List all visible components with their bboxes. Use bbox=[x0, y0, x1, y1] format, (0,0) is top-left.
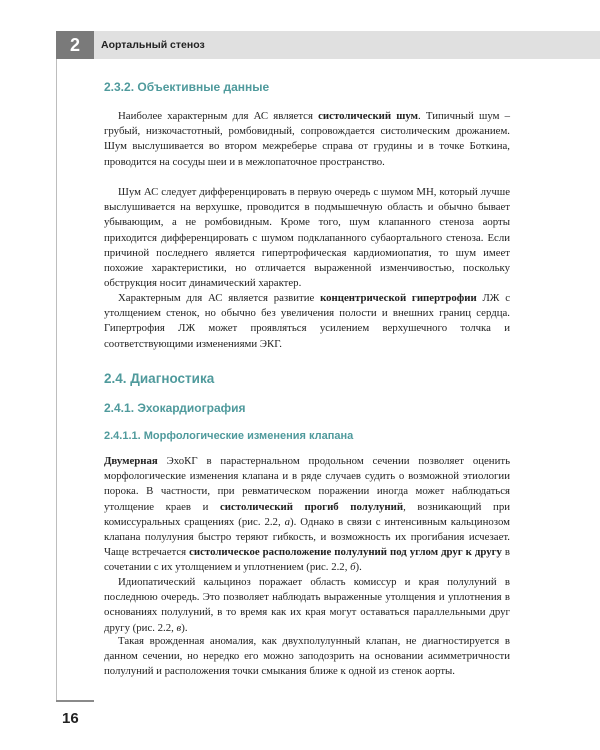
chapter-number: 2 bbox=[56, 31, 94, 59]
footer-rule bbox=[56, 700, 94, 702]
paragraph-2: Шум АС следует дифференцировать в первую очередь с шумом МН, который лучше выслушивается на верхушке, проводится в подмышечную область и обычно бывает убывающим, а не ромбовидным. Кроме того, шум клапанного стеноза аорты приходится дифференцировать с шумом подклапанного субаортального стеноза. Если причиной последнего является гипертрофическая кардиомиопатия, то шум имеет похожие характеристики, но отличается выраженной изменчивостью, поскольку обструкция носит динамический характер. bbox=[104, 186, 510, 290]
paragraph-5: Идиопатический кальциноз поражает область комиссур и края полулуний в последнюю очередь. Это позволяет наблюдать выраженные утолщения и уплотнения в основаниях полулуний, в то время как их края могут оставаться параллельными друг другу (рис. 2.2, в). bbox=[104, 576, 510, 634]
section-heading-2-4-1: 2.4.1. Эхокардиография bbox=[104, 401, 246, 415]
page-number: 16 bbox=[62, 710, 79, 727]
section-heading-2-4: 2.4. Диагностика bbox=[104, 371, 215, 386]
section-heading-2-4-1-1: 2.4.1.1. Морфологические изменения клапана bbox=[104, 430, 354, 442]
paragraph-6: Такая врожденная аномалия, как двухполулунный клапан, не диагностируется в данном сечении, но нередко его можно заподозрить на основании асимметричности полулуний и расположения точки смыкания ближе к одной из стенок аорты. bbox=[104, 635, 510, 678]
paragraph-1: Наиболее характерным для АС является систолический шум. Типичный шум – грубый, низкочастотный, ромбовидный, сопровождается систолическим дрожанием. Шум выслушивается во втором межреберье справа от грудины и в точке Боткина, проводится на сосуды шеи и в межлопаточное пространство. bbox=[104, 110, 510, 168]
section-heading-2-3-2: 2.3.2. Объективные данные bbox=[104, 80, 270, 94]
margin-line bbox=[56, 59, 57, 700]
chapter-title: Аортальный стеноз bbox=[101, 39, 205, 51]
paragraph-4: Двумерная ЭхоКГ в парастернальном продольном сечении позволяет оценить морфологические изменения клапана и в ряде случаев судить о возможной этиологии порока. В частности, при ревматическом поражении иногда может наблюдаться утолщение краев и систолический прогиб полулуний, возникающий при комиссуральных сращениях (рис. 2.2, а). Однако в связи с интенсивным кальцинозом клапана полулуния быстро теряют гибкость, и возможность их прогибания исчезает. Чаще встречается систолическое расположение полулуний под углом друг к другу в сочетании с их утолщением и уплотнением (рис. 2.2, б). bbox=[104, 455, 511, 574]
paragraph-3: Характерным для АС является развитие концентрической гипертрофии ЛЖ с утолщением стенок, но обычно без увеличения полости и внешних границ сердца. Гипертрофия ЛЖ может проявляться усилением верхушечного толчка и соответствующими изменениями ЭКГ. bbox=[104, 292, 510, 350]
